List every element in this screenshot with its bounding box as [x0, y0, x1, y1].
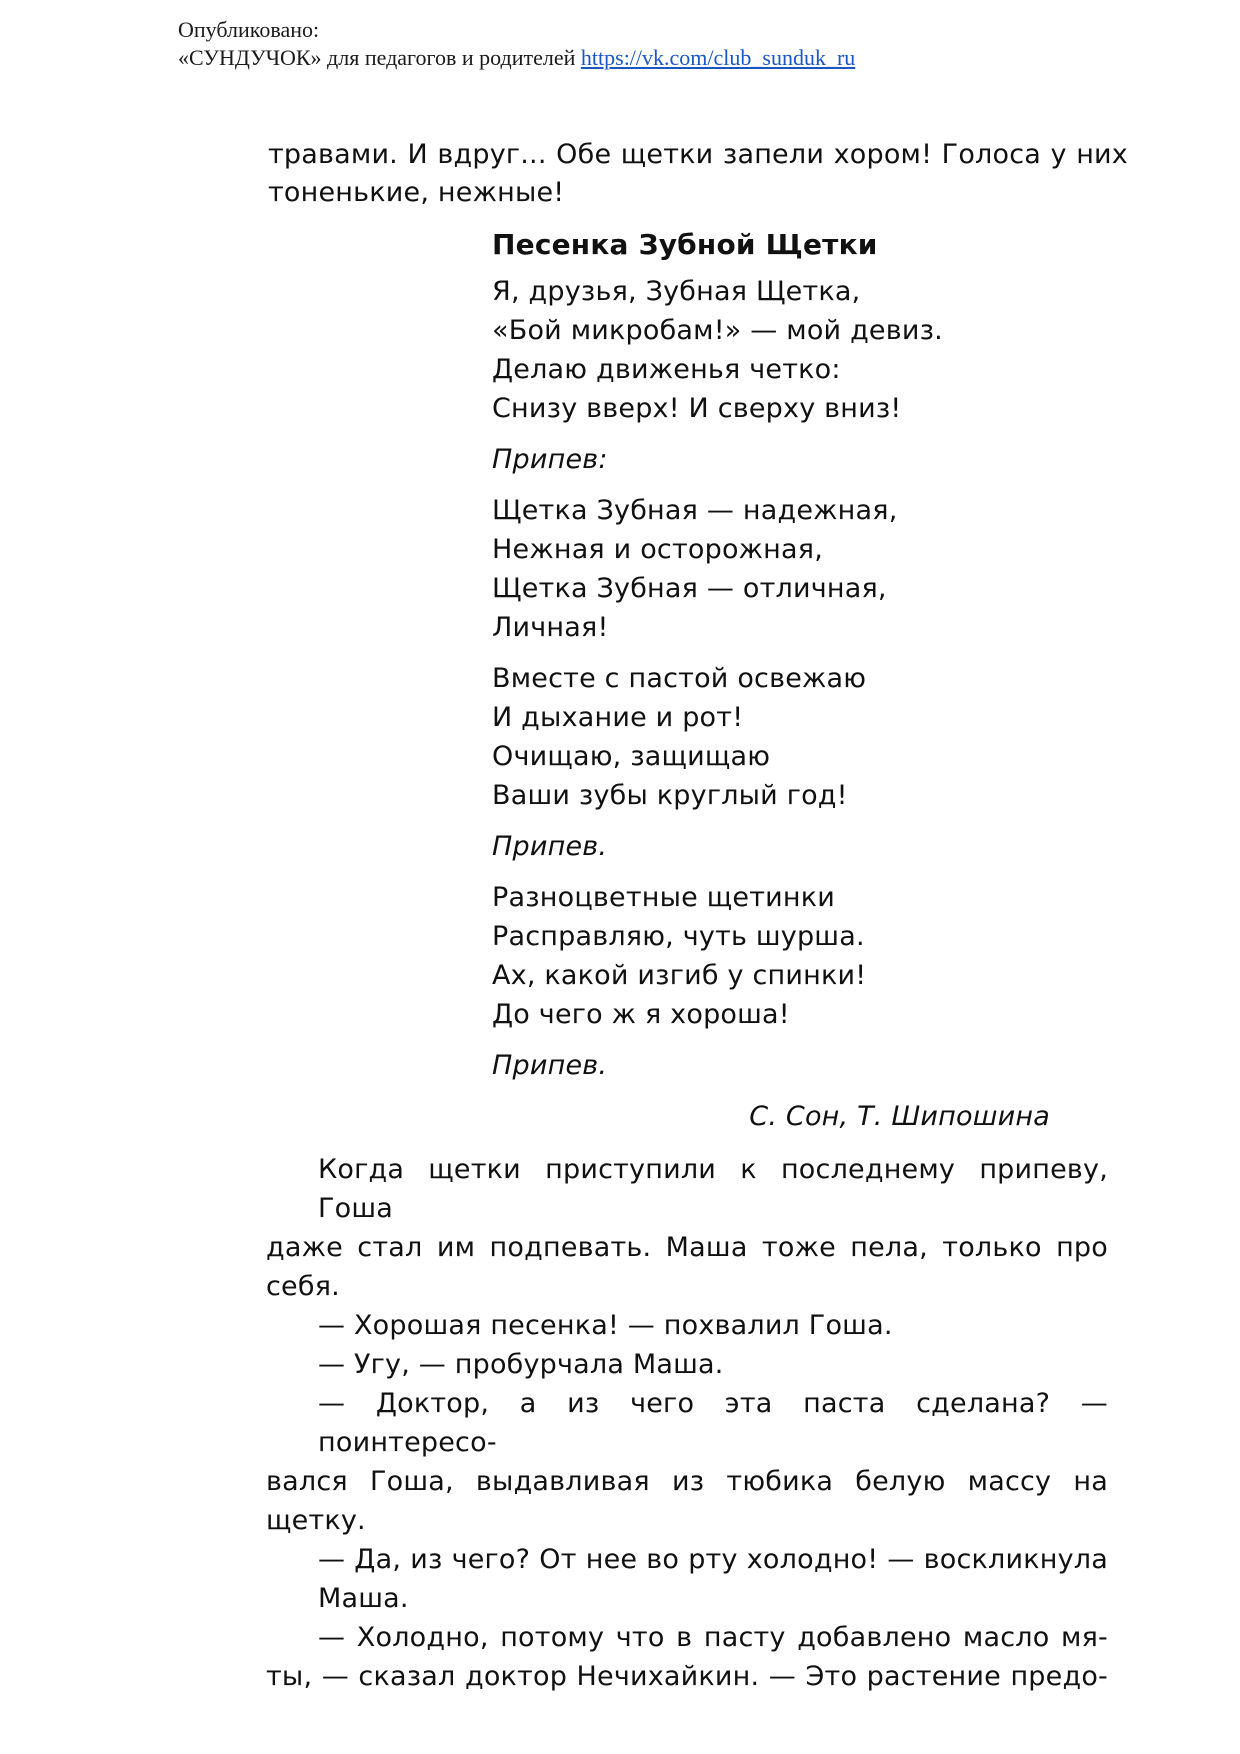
- poem: [492, 226, 1052, 1136]
- poem-title: Песенка Зубной Щетки: [492, 228, 878, 261]
- poem-line: Вместе с пастой освежаю: [492, 663, 867, 694]
- publisher-text: «СУНДУЧОК» для педагогов и родителей: [178, 45, 576, 70]
- prose-line: даже стал им подпевать. Маша тоже пела, только про себя.: [266, 1232, 1108, 1302]
- prose-line: — Да, из чего? От нее во рту холодно! — воскликнула Маша.: [318, 1544, 1108, 1614]
- prose-line: — Доктор, а из чего эта паста сделана? — поинтересо-: [318, 1388, 1108, 1458]
- intro-line: тоненькие, нежные!: [268, 177, 565, 208]
- poem-line: «Бой микробам!» — мой девиз.: [492, 315, 943, 346]
- publisher-line: [178, 44, 855, 72]
- poem-line: И дыхание и рот!: [492, 702, 744, 733]
- poem-line: Нежная и осторожная,: [492, 534, 824, 565]
- refrain-label: Припев.: [492, 1050, 608, 1081]
- prose-line: — Холодно, потому что в пасту добавлено масло мя-: [318, 1622, 1108, 1653]
- poem-line: Снизу вверх! И сверху вниз!: [492, 393, 902, 424]
- poem-line: Расправляю, чуть шурша.: [492, 921, 865, 952]
- poem-line: Личная!: [492, 612, 609, 643]
- poem-line: Ах, какой изгиб у спинки!: [492, 960, 867, 991]
- poem-line: Очищаю, защищаю: [492, 741, 771, 772]
- poem-line: До чего ж я хороша!: [492, 999, 790, 1030]
- prose-line: ты, — сказал доктор Нечихайкин. — Это растение предо-: [266, 1661, 1108, 1692]
- published-label: Опубликовано:: [178, 17, 320, 42]
- poem-line: Я, друзья, Зубная Щетка,: [492, 276, 861, 307]
- refrain-label: Припев.: [492, 831, 608, 862]
- prose-paragraphs: [266, 1150, 1108, 1696]
- prose-line: — Угу, — пробурчала Маша.: [318, 1349, 724, 1380]
- poem-line: Разноцветные щетинки: [492, 882, 835, 913]
- poem-line: Делаю движенья четко:: [492, 354, 841, 385]
- publication-header: [178, 16, 855, 72]
- vk-club-link[interactable]: https://vk.com/club_sunduk_ru: [580, 45, 856, 70]
- poem-stanza-2: [492, 659, 1052, 815]
- poem-stanza-1: [492, 272, 1052, 428]
- prose-line: вался Гоша, выдавливая из тюбика белую массу на щетку.: [266, 1466, 1108, 1536]
- intro-paragraph: [268, 136, 1128, 212]
- poem-line: Щетка Зубная — надежная,: [492, 495, 898, 526]
- intro-line: травами. И вдруг... Обе щетки запели хором! Голоса у них: [268, 139, 1128, 170]
- prose-line: — Хорошая песенка! — похвалил Гоша.: [318, 1310, 893, 1341]
- poem-line: Ваши зубы круглый год!: [492, 780, 848, 811]
- poem-stanza-3: [492, 878, 1052, 1034]
- poem-authors: С. Сон, Т. Шипошина: [749, 1101, 1050, 1132]
- poem-refrain: [492, 491, 1052, 647]
- prose-line: Когда щетки приступили к последнему припеву, Гоша: [318, 1154, 1108, 1224]
- poem-line: Щетка Зубная — отличная,: [492, 573, 887, 604]
- refrain-label: Припев:: [492, 444, 608, 475]
